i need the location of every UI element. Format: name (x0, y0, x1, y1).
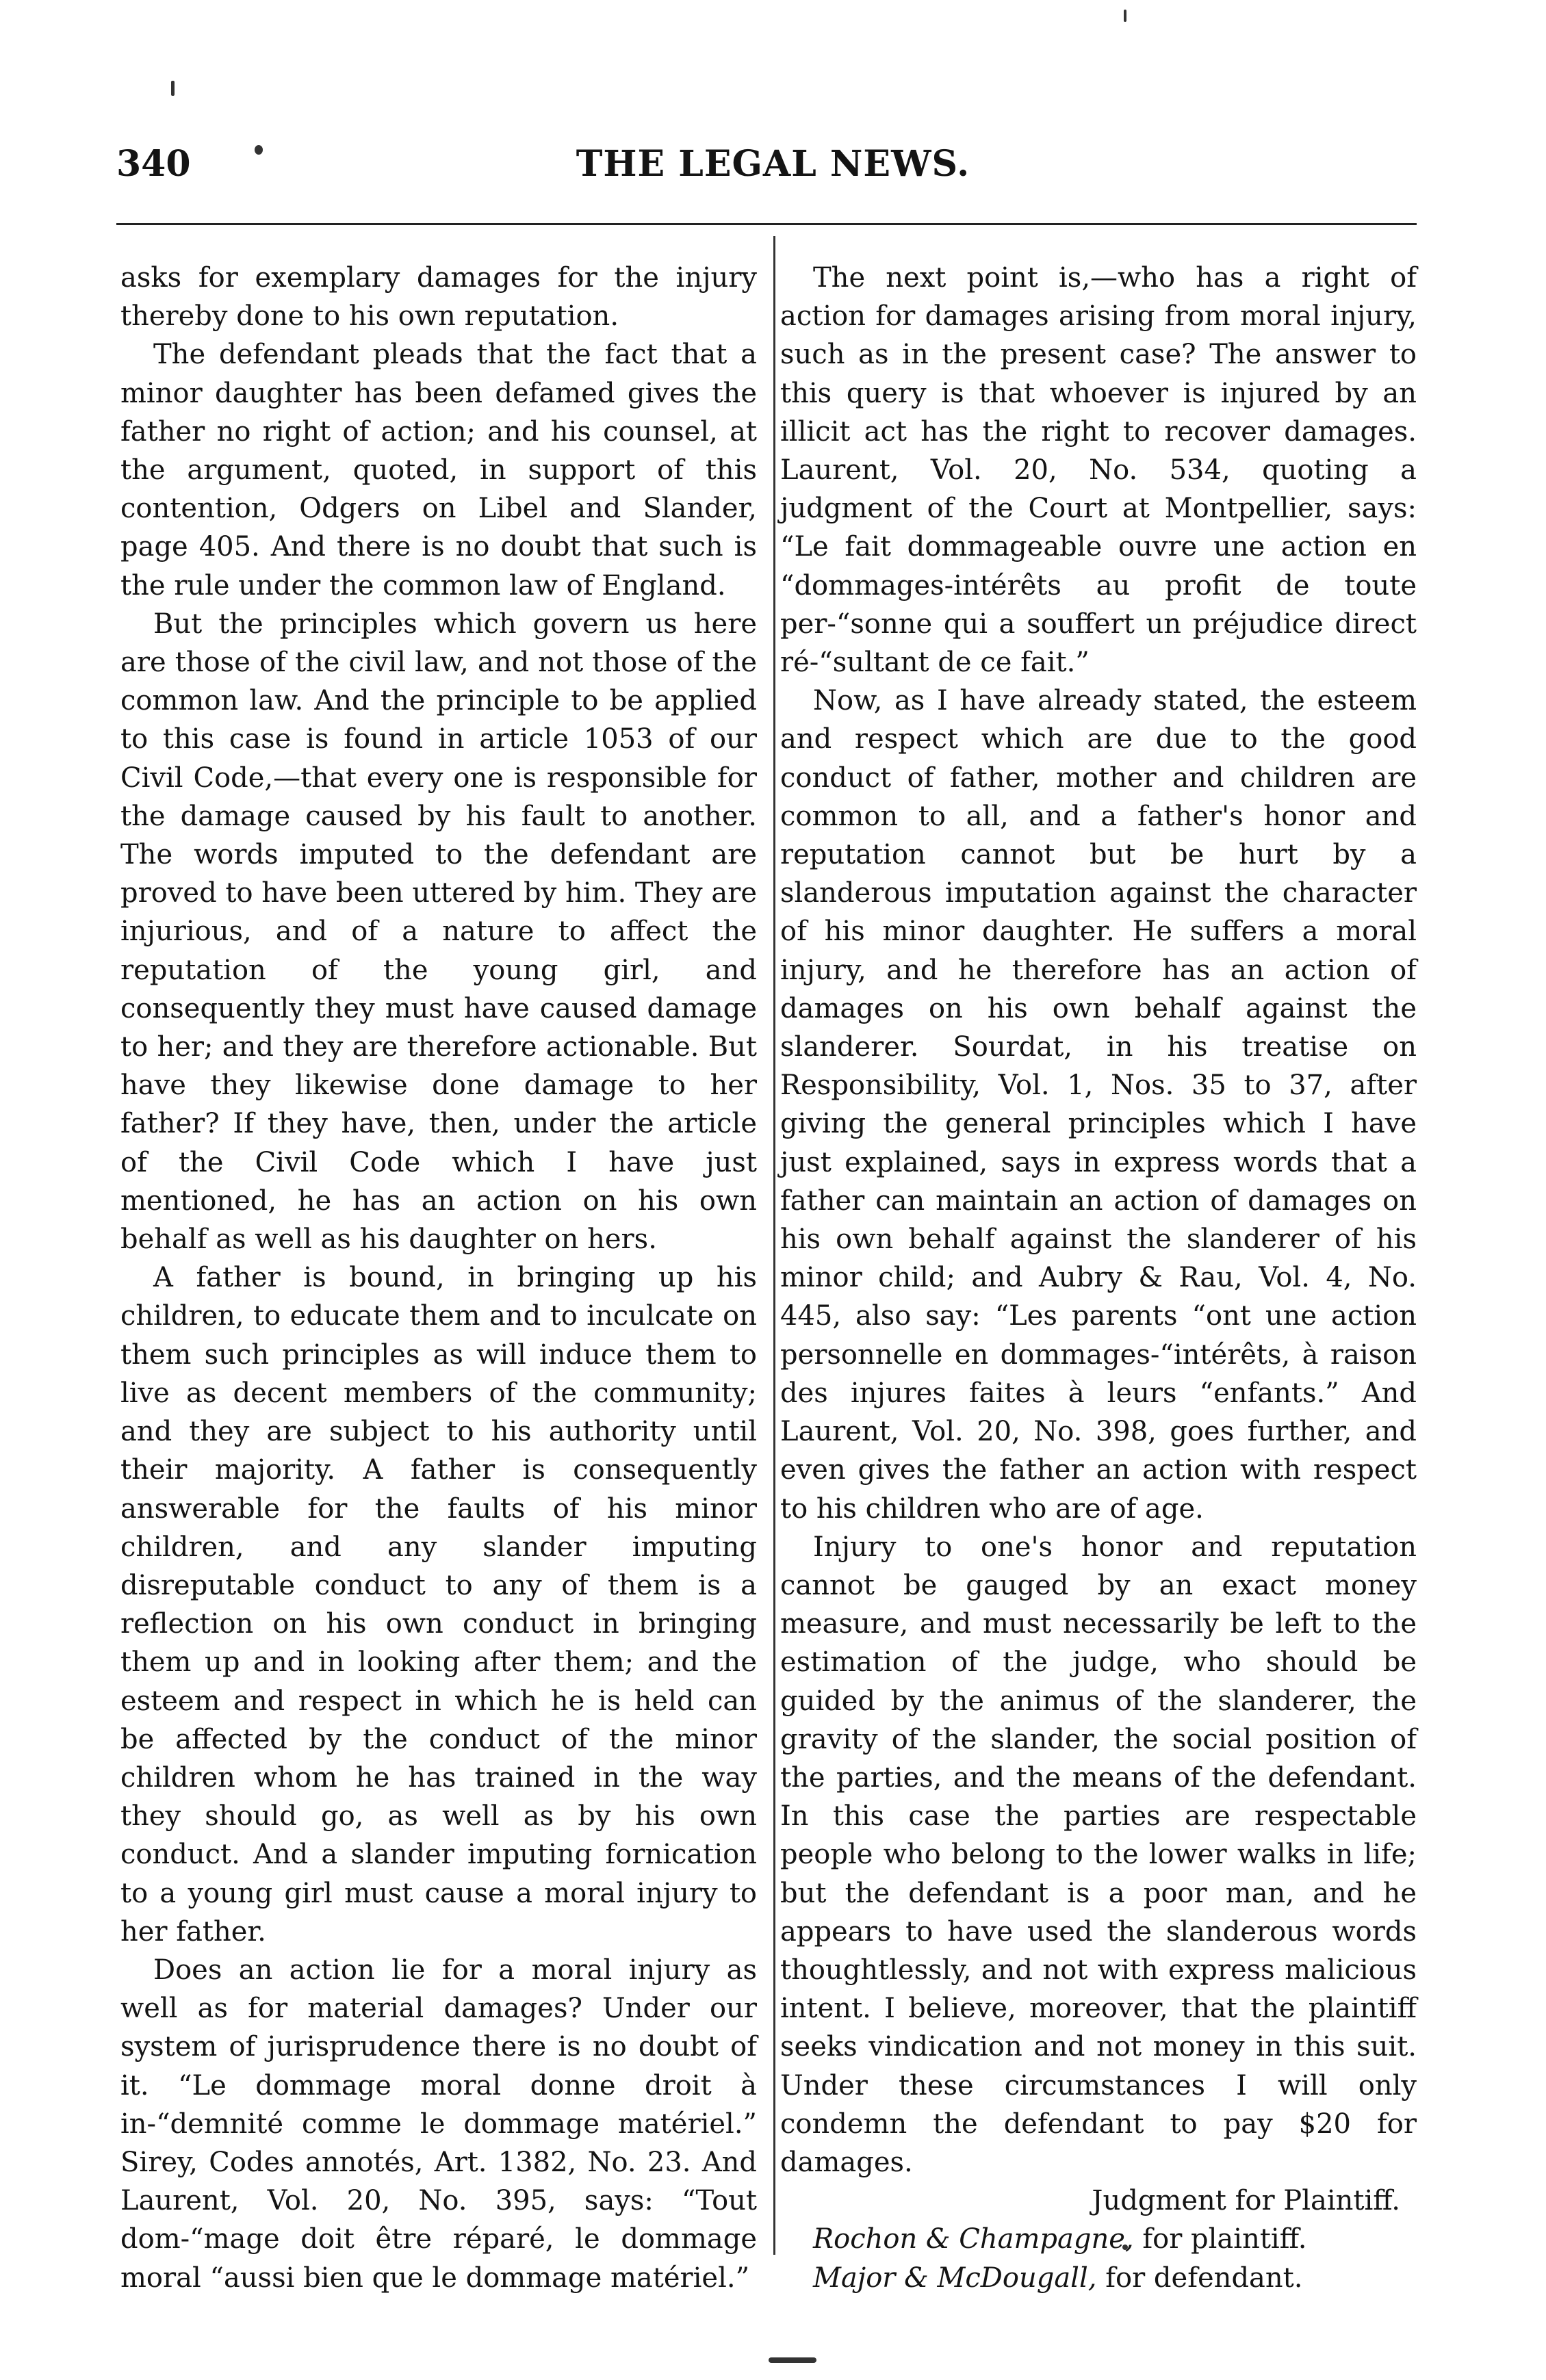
paragraph: Now, as I have already stated, the esteem and respect which are due to the good conduct of father, mother and children are common to all, and a father's honor and reputation cannot but be hurt by a slanderous imputation against the character of his minor daughter. He suffers a moral injury, and he therefore has an action of damages on his own behalf against the slanderer. Sourdat, in his treatise on Responsibility, Vol. 1, Nos. 35 to 37, after giving the general principles which I have just explained, says in express words that a father can maintain an action of damages on his own behalf against the slanderer of his minor child; and Aubry & Rau, Vol. 4, No. 445, also say: “Les parents “ont une action personnelle en dommages-“intérêts, à raison des injures faites à leurs “enfants.” And Laurent, Vol. 20, No. 398, goes further, and even gives the father an action with respect to his children who are of age. (780, 685, 1417, 1525)
scan-speck (255, 145, 263, 155)
paragraph: Injury to one's honor and reputation cannot be gauged by an exact money measure, and must necessarily be left to the estimation of the judge, who should be guided by the animus of the slanderer, the gravity of the slander, the social position of the parties, and the means of the defendant. In this case the parties are respectable people who belong to the lower walks in life; but the defendant is a poor man, and he appears to have used the slanderous words thoughtlessly, and not with express malicious intent. I believe, moreover, that the plaintiff seeks vindication and not money in this suit. Under these circumstances I will only condemn the defendant to pay $20 for damages. (780, 1531, 1417, 2178)
paragraph: The next point is,—who has a right of action for damages arising from moral injury, such as in the present case? The answer to this query is that whoever is injured by an illicit act has the right to recover damages. Laurent, Vol. 20, No. 534, quoting a judgment of the Court at Montpellier, says: “Le fait dommageable ouvre une action en “dommages-intérêts au profit de toute per-“sonne qui a souffert un préjudice direct ré-“sultant de ce fait.” (780, 262, 1417, 679)
paragraph: Does an action lie for a moral injury as well as for material damages? Under our system of jurisprudence there is no doubt of it. “Le dommage moral donne droit à in-“demnité comme le dommage matériel.” Sirey, Codes annotés, Art. 1382, No. 23. And Laurent, Vol. 20, No. 395, says: “Tout dom-“mage doit être réparé, le dommage moral “aussi bien que le dommage matériel.” (120, 1954, 757, 2294)
right-column (780, 259, 1417, 2297)
scan-speck (769, 2357, 816, 2363)
counsel-role: for plaintiff. (1142, 2223, 1307, 2255)
paragraph: asks for exemplary damages for the injury thereby done to his own reputation. (120, 262, 757, 333)
counsel-line-plaintiff (780, 2220, 1417, 2258)
counsel-names: Rochon & Champagne, (813, 2223, 1134, 2255)
counsel-line-defendant (780, 2259, 1417, 2297)
counsel-names: Major & McDougall, (813, 2262, 1097, 2294)
paragraph: The defendant pleads that the fact that a minor daughter has been defamed gives the father no right of action; and his counsel, at the argument, quoted, in support of this contention, Odgers on Libel and Slander, page 405. And there is no doubt that such is the rule under the common law of England. (120, 339, 757, 602)
scan-speck (1124, 10, 1126, 22)
counsel-role: for defendant. (1105, 2262, 1303, 2294)
scan-speck (171, 81, 175, 96)
header-rule (116, 223, 1417, 225)
column-divider (773, 236, 775, 2255)
page-number: 340 (116, 143, 191, 185)
left-column (120, 259, 757, 2297)
paragraph: A father is bound, in bringing up his children, to educate them and to inculcate on them such principles as will induce them to live as decent members of the community; and they are subject to his authority until their majority. A father is consequently answerable for the faults of his minor children, and any slander imputing disreputable conduct to any of them is a reflection on his own conduct in bringing them up and in looking after them; and the esteem and respect in which he is held can be affected by the conduct of the minor children whom he has trained in the way they should go, as well as by his own conduct. And a slander imputing fornication to a young girl must cause a moral injury to her father. (120, 1262, 757, 1948)
running-title: THE LEGAL NEWS. (576, 143, 970, 185)
paragraph: But the principles which govern us here are those of the civil law, and not those of the common law. And the principle to be applied to this case is found in article 1053 of our Civil Code,—that every one is responsible for the damage caused by his fault to another. The words imputed to the defendant are proved to have been uttered by him. They are injurious, and of a nature to affect the reputation of the young girl, and consequently they must have caused damage to her; and they are therefore actionable. But have they likewise done damage to her father? If they have, then, under the article of the Civil Code which I have just mentioned, he has an action on his own behalf as well as his daughter on hers. (120, 608, 757, 1256)
judgment-line: Judgment for Plaintiff. (1092, 2185, 1400, 2217)
